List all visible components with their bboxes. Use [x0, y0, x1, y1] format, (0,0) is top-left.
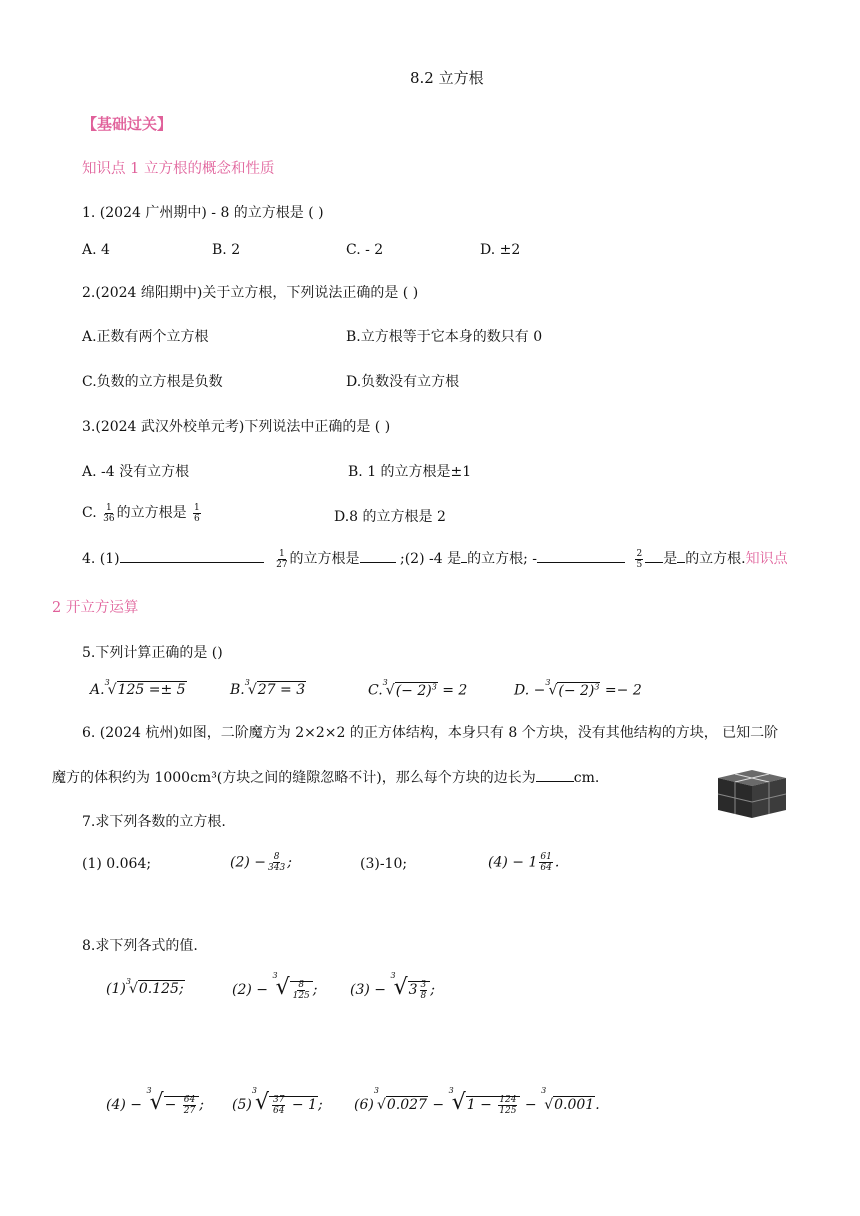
q5-stem: 5.下列计算正确的是 () — [82, 645, 223, 661]
q7-stem: 7.求下列各数的立方根. — [82, 814, 226, 830]
q6-line-1: 6. (2024 杭州)如图，二阶魔方为 2×2×2 的正方体结构，本身只有 8 个方块，没有其他结构的方块， 已知二阶 — [82, 725, 779, 741]
q1-stem: 1. (2024 广州期中) - 8 的立方根是 ( ) — [82, 205, 324, 221]
q7-part-2: (2) − $\frac{8}{343}$ ; — [230, 852, 292, 873]
answer-blank[interactable] — [536, 769, 574, 782]
q7-part-1: (1) 0.064; — [82, 856, 152, 872]
answer-blank[interactable] — [537, 550, 625, 563]
q1-option-c: C. - 2 — [346, 242, 384, 258]
answer-blank[interactable] — [120, 550, 264, 563]
answer-blank[interactable] — [645, 550, 663, 563]
q4-line: 4. (1) $\frac{1}{27}$ 的立方根是 ;(2) -4 是 的立方根; - $\frac{2}{5}$ 是 的立方根.知识点 — [82, 548, 788, 570]
q5-option-a: A.$^3$√125 =± 5 — [90, 678, 186, 698]
q5-option-d: D. $-^3√(- 2)^3 =- 2$ — [514, 678, 642, 699]
knowledge-point-1: 知识点 1 立方根的概念和性质 — [82, 161, 275, 177]
answer-blank[interactable] — [677, 550, 685, 563]
fraction: $\frac{1}{36}$ — [103, 502, 115, 524]
page-title: 8.2 立方根 — [410, 69, 484, 87]
fraction: $\frac{1}{6}$ — [194, 502, 200, 524]
q3-option-a: A. -4 没有立方根 — [82, 464, 190, 480]
q3-option-b: B. 1 的立方根是±1 — [348, 464, 472, 480]
section-heading: 【基础过关】 — [82, 115, 173, 133]
q1-option-d: D. ±2 — [480, 242, 521, 258]
q1-option-b: B. 2 — [212, 242, 241, 258]
fraction: $\frac{2}{5}$ — [636, 548, 643, 570]
q8-part-4: (4) − $^3$√− $\frac{64}{27}$ ; — [106, 1086, 204, 1116]
q3-stem: 3.(2024 武汉外校单元考)下列说法中正确的是 ( ) — [82, 419, 391, 435]
q7-part-4: (4) − 1 $\frac{61}{64}$ . — [488, 852, 560, 873]
q3-option-c: C. $\frac{1}{36}$ 的立方根是 $\frac{1}{6}$ — [82, 502, 200, 524]
q8-part-3: (3) − $^3$√3 $\frac{3}{8}$ ; — [350, 971, 435, 1001]
knowledge-point-2: 2 开立方运算 — [52, 600, 139, 616]
answer-blank[interactable] — [360, 550, 396, 563]
q8-stem: 8.求下列各式的值. — [82, 938, 198, 954]
q2-stem: 2.(2024 绵阳期中)关于立方根，下列说法正确的是 ( ) — [82, 285, 419, 301]
q5-option-c: $C.^3√(- 2)^3 = 2$ — [368, 678, 468, 699]
q2-option-b: B.立方根等于它本身的数只有 0 — [346, 329, 543, 345]
q5-option-b: B.$^3$√27 = 3 — [230, 678, 306, 698]
q8-part-5: $(5)^3√$ $\frac{37}{64}$ − 1; — [232, 1086, 323, 1116]
fraction: $\frac{1}{27}$ — [276, 548, 288, 570]
q2-option-c: C.负数的立方根是负数 — [82, 374, 223, 390]
q2-option-d: D.负数没有立方根 — [346, 374, 460, 390]
q8-part-1: $(1)^3√0.125$; — [106, 977, 184, 997]
q2-option-a: A.正数有两个立方根 — [82, 329, 209, 345]
q8-part-2: (2) − $^3$√ $\frac{8}{125}$ ; — [232, 971, 318, 1001]
q3-option-d: D.8 的立方根是 2 — [334, 509, 446, 525]
q7-part-3: (3)-10; — [360, 856, 408, 872]
q1-option-a: A. 4 — [82, 242, 110, 258]
rubiks-cube-icon — [716, 768, 788, 820]
q6-line-2: 魔方的体积约为 1000cm³(方块之间的缝隙忽略不计)，那么每个方块的边长为 cm. — [52, 770, 600, 786]
q8-part-6: $(6)^3√0.027 - ^3√1$ − $\frac{124}{125}$ − $^3$√0.001. — [354, 1086, 600, 1116]
